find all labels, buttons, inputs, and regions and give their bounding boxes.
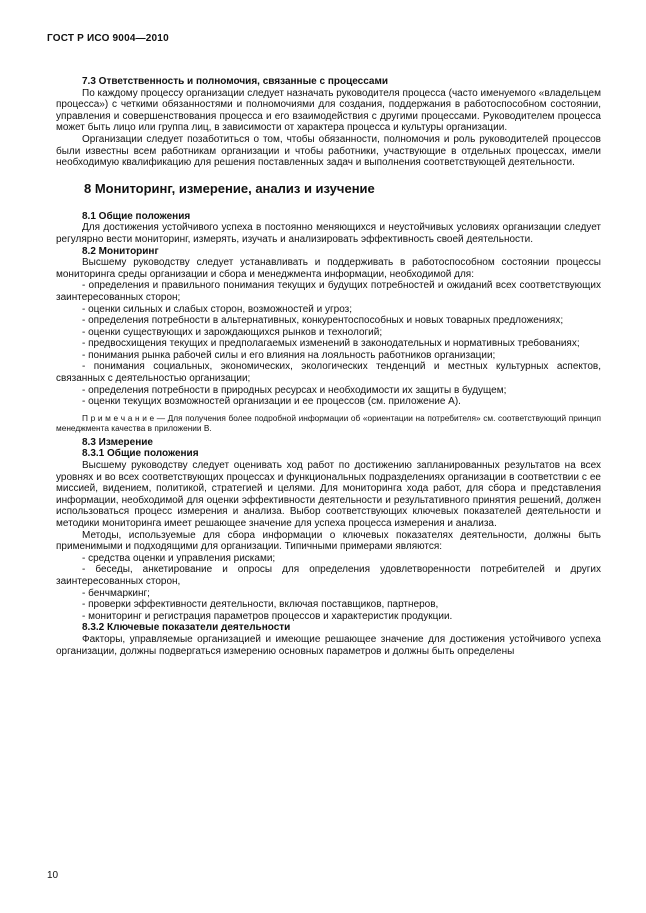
section-heading: 8 Мониторинг, измерение, анализ и изучение [84,180,375,196]
paragraph: - оценки сильных и слабых сторон, возможностей и угроз; [82,303,353,315]
subsection-heading: 8.1 Общие положения [82,210,191,222]
subsection-heading: 8.3.1 Общие положения [82,448,199,460]
paragraph: Высшему руководству следует оценивать ход работ по достижению запланированных результатов на всех уровнях и во всех соответствующих процессах и функциональных подразделениях организации в соответствии с ее миссией, видением, политикой, стратегией и целями. Для мониторинга хода работ, для сбора и представления информации, необходимой для оценки эффективности деятельности и результативного принятия решений, должен использоваться процесс измерения и анализа. Выбор соответствующих ключевых показателей деятельности и методики мониторинга имеет решающее значение для успеха процесса измерения и анализа. [56,460,601,529]
subsection-heading: 8.3 Измерение [82,436,153,448]
paragraph: - мониторинг и регистрация параметров процессов и характеристик продукции. [82,610,453,622]
paragraph: Высшему руководству следует устанавливать и поддерживать в работоспособном состоянии процессы мониторинга среды организации и сбора и менеджмента информации, необходимой для: [56,257,601,280]
subsection-heading: 8.3.2 Ключевые показатели деятельности [82,622,291,634]
paragraph: - оценки текущих возможностей организации и ее процессов (см. приложение А). [82,396,461,408]
paragraph: - определения потребности в природных ресурсах и необходимости их защиты в будущем; [82,384,507,396]
paragraph: - предвосхищения текущих и предполагаемых изменений в законодательных и нормативных требованиях; [82,338,580,350]
doc-id: ГОСТ Р ИСО 9004—2010 [47,33,169,44]
paragraph: - беседы, анкетирование и опросы для определения удовлетворенности потребителей и других заинтересованных сторон, [56,564,601,587]
paragraph: Организации следует позаботиться о том, чтобы обязанности, полномочия и роль руководителей процессов были известны всем работникам организации и чтобы работники, участвующие в отдельных процессах, имели необходимую квалификацию для решения поставленных задач и выполнения соответствующей деятельности. [56,133,601,169]
paragraph: - оценки существующих и зарождающихся рынков и технологий; [82,326,383,338]
subsection-heading: 8.2 Мониторинг [82,245,159,257]
paragraph: По каждому процессу организации следует назначать руководителя процесса (часто именуемого «владельцем процесса») с четкими обязанностями и полномочиями для создания, поддержания в работоспособном состоянии, управления и совершенствования процесса и его взаимодействия с другими процессами. Руководителем процесса может быть лицо или группа лиц, в зависимости от характера процесса и культуры организации. [56,87,601,134]
page-footer [47,870,58,881]
document-header [47,33,169,44]
paragraph: - проверки эффективности деятельности, включая поставщиков, партнеров, [82,599,439,611]
page-number: 10 [47,870,59,881]
document-content [56,76,601,657]
paragraph: - бенчмаркинг; [82,587,150,599]
paragraph: - определения потребности в альтернативных, конкурентоспособных и новых товарных предложениях; [82,315,564,327]
paragraph: - средства оценки и управления рисками; [82,552,276,564]
subsection-heading: 7.3 Ответственность и полномочия, связанные с процессами [82,76,389,87]
paragraph: - определения и правильного понимания текущих и будущих потребностей и ожиданий всех соответствующих заинтересованных сторон; [56,280,601,303]
paragraph: Факторы, управляемые организацией и имеющие решающее значение для достижения устойчивого успеха организации, должны подвергаться измерению основных параметров и должны быть определены [56,633,601,657]
paragraph: Для достижения устойчивого успеха в постоянно меняющихся и неустойчивых условиях организации следует регулярно вести мониторинг, измерять, изучать и анализировать эффективность своей деятельности. [56,222,601,245]
paragraph: Методы, используемые для сбора информации о ключевых показателях деятельности, должны быть применимыми и подходящими для организации. Типичными примерами являются: [56,529,601,553]
paragraph: - понимания рынка рабочей силы и его влияния на лояльность работников организации; [82,349,496,361]
note-paragraph: П р и м е ч а н и е — Для получения более подробной информации об «ориентации на потребителя» см. соответствующий принцип менеджмента качества в приложении В. [56,412,601,433]
paragraph: - понимания социальных, экономических, экологических тенденций и местных культурных аспектов, связанных с деятельностью организации; [56,361,601,385]
